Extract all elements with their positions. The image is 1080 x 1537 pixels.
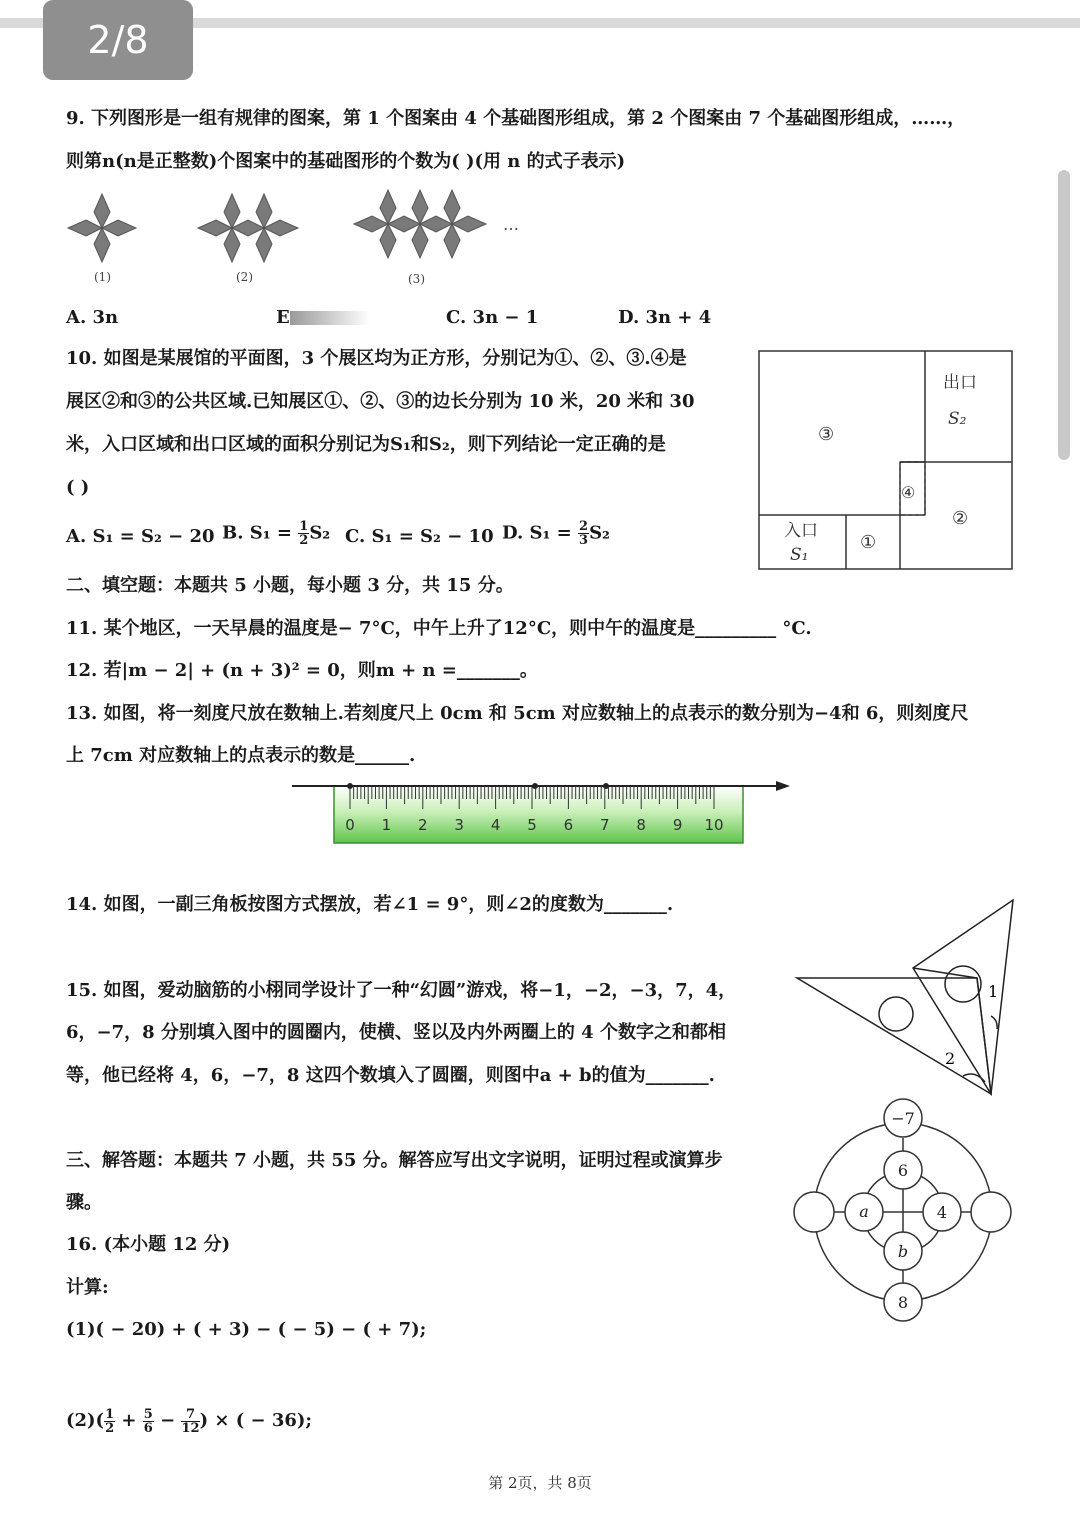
region-1-label: ①: [860, 532, 877, 553]
q9-caption-2: (2): [236, 270, 253, 284]
value-right-inner: 4: [936, 1203, 948, 1222]
value-left-inner: a: [859, 1202, 869, 1221]
exit-area-label: S₂: [948, 409, 967, 429]
fraction-3: [181, 1408, 199, 1435]
region-2-label: ②: [952, 508, 969, 529]
frac-num: 1: [105, 1406, 115, 1422]
ruler-label: 0: [345, 816, 355, 834]
angle-1-label: 1: [988, 982, 999, 1001]
plus-sign: +: [121, 1410, 137, 1431]
fraction-1: [104, 1408, 115, 1435]
q13-line2: 上 7cm 对应数轴上的点表示的数是______.: [66, 745, 416, 766]
q10-floor-plan: [758, 350, 1014, 572]
frac-num: 7: [181, 1408, 199, 1422]
q10-option-d: [502, 520, 610, 547]
value-bottom-inner: b: [897, 1242, 909, 1261]
q12-text: 12. 若|m − 2| + (n + 3)² = 0，则m + n =_______。: [66, 660, 538, 681]
q10-option-d-fraction: [578, 520, 589, 547]
section-3-heading-line1: 三、解答题：本题共 7 小题，共 55 分。解答应写出文字说明，证明过程或演算步: [66, 1150, 723, 1171]
fraction-2: [143, 1408, 154, 1435]
axis-point-7cm: [603, 783, 609, 789]
circle-left-outer: [794, 1192, 834, 1232]
q10-option-d-rhs: S₂: [589, 522, 610, 544]
q11-text: 11. 某个地区，一天早晨的温度是− 7°C，中午上升了12°C，则中午的温度是_________ °C.: [66, 618, 812, 639]
page-indicator: 2/8: [43, 0, 193, 80]
ruler-label: 2: [418, 816, 428, 834]
ruler-label: 7: [600, 816, 610, 834]
ruler-label: 3: [454, 816, 464, 834]
frac-den: 3: [579, 533, 589, 548]
ruler-label: 9: [672, 816, 683, 834]
q9-pattern-1: [66, 192, 138, 264]
q16-part1: (1)( − 20) + ( + 3) − ( − 5) − ( + 7);: [66, 1319, 427, 1340]
minus-sign: −: [160, 1410, 176, 1431]
q9-pattern-3: [352, 188, 488, 260]
q9-line2: 则第n(n是正整数)个图案中的基础图形的个数为( )(用 n 的式子表示): [66, 151, 626, 172]
q9-caption-1: (1): [94, 270, 111, 284]
scrollbar[interactable]: [1058, 170, 1070, 460]
q10-line1: 10. 如图是某展馆的平面图，3 个展区均为正方形，分别记为①、②、③.④是: [66, 348, 687, 369]
ruler-label: 6: [563, 816, 574, 834]
q10-option-b-fraction: [298, 520, 309, 547]
number-axis-arrow: [776, 781, 790, 791]
ruler-label: 8: [636, 816, 646, 834]
q16-part2-close: ) × ( − 36);: [199, 1410, 313, 1431]
frac-den: 12: [181, 1420, 200, 1436]
angle-2-label: 2: [945, 1049, 956, 1068]
frac-num: 5: [143, 1406, 153, 1422]
section-3-heading-line2: 骤。: [66, 1192, 102, 1213]
frac-den: 6: [143, 1420, 153, 1436]
axis-point-5cm: [532, 783, 538, 789]
page-footer: 第 2页，共 8页: [488, 1474, 592, 1492]
q9-line1: 9. 下列图形是一组有规律的图案，第 1 个图案由 4 个基础图形组成，第 2 个图案由 7 个基础图形组成，……，: [66, 108, 966, 129]
q15-line2: 6，−7，8 分别填入图中的圆圈内，使横、竖以及内外两圈上的 4 个数字之和都相: [66, 1022, 726, 1043]
entrance-area-label: S₁: [790, 545, 809, 565]
q10-line4: ( ): [66, 477, 90, 498]
region-3-label: ③: [818, 424, 835, 445]
q16-intro: 计算:: [66, 1277, 109, 1298]
ruler-label: 10: [704, 816, 724, 834]
q10-option-b-rhs: S₂: [309, 522, 331, 544]
q15-line1: 15. 如图，爱动脑筋的小栩同学设计了一种“幻圆”游戏，将−1，−2，−3，7，4，: [66, 980, 737, 1001]
q10-option-d-lhs: D. S₁ =: [502, 522, 572, 544]
q9-option-b: [276, 306, 370, 330]
q13-line1: 13. 如图，将一刻度尺放在数轴上.若刻度尺上 0cm 和 5cm 对应数轴上的点表示的数分别为−4和 6，则刻度尺: [66, 703, 969, 724]
value-top-outer: −7: [891, 1109, 915, 1128]
exit-label: 出口: [943, 373, 977, 393]
circle-right-outer: [971, 1192, 1011, 1232]
value-bottom-outer: 8: [897, 1293, 909, 1312]
q9-option-c: C. 3n − 1: [446, 307, 539, 328]
entrance-label: 入口: [784, 521, 818, 541]
q9-option-a: A. 3n: [66, 307, 119, 328]
q14-text: 14. 如图，一副三角板按图方式摆放，若∠1 = 9°，则∠2的度数为_______.: [66, 894, 674, 915]
q15-line3: 等，他已经将 4，6，−7，8 这四个数填入了圆圈，则图中a + b的值为_______.: [66, 1065, 715, 1086]
q15-magic-circle: [792, 1098, 1014, 1324]
q10-line3: 米，入口区域和出口区域的面积分别记为S₁和S₂，则下列结论一定正确的是: [66, 434, 666, 455]
q9-caption-3: (3): [408, 272, 425, 286]
q9-option-d: D. 3n + 4: [618, 307, 712, 328]
region-4-label: ④: [901, 483, 916, 502]
q9-pattern-2: [196, 192, 300, 264]
ruler-label: 4: [490, 816, 501, 834]
q10-option-a: A. S₁ = S₂ − 20: [66, 526, 215, 547]
section-2-heading: 二、填空题：本题共 5 小题，每小题 3 分，共 15 分。: [66, 575, 514, 596]
q9-ellipsis: …: [503, 215, 519, 234]
axis-point-0cm: [347, 783, 353, 789]
frac-num: 2: [579, 519, 589, 534]
q13-ruler-diagram: [290, 772, 795, 847]
frac-den: 2: [299, 533, 309, 548]
q16-title: 16. (本小题 12 分): [66, 1234, 231, 1255]
value-top-inner: 6: [897, 1161, 909, 1180]
ruler-label: 5: [527, 816, 537, 834]
q16-part2: [66, 1404, 312, 1438]
ruler-label: 1: [381, 816, 392, 834]
q10-option-b-lhs: B. S₁ =: [222, 522, 292, 544]
q14-triangle-rulers: [795, 896, 1015, 1096]
frac-den: 2: [105, 1420, 115, 1436]
q9-option-b-text: E: [276, 307, 290, 328]
q10-option-c: C. S₁ = S₂ − 10: [345, 526, 494, 547]
q16-part2-open: (2)(: [66, 1410, 105, 1431]
q9-option-b-faded: [290, 311, 370, 325]
frac-num: 1: [299, 519, 309, 534]
q10-option-b: [222, 520, 330, 547]
q10-line2: 展区②和③的公共区域.已知展区①、②、③的边长分别为 10 米，20 米和 30: [66, 391, 695, 412]
